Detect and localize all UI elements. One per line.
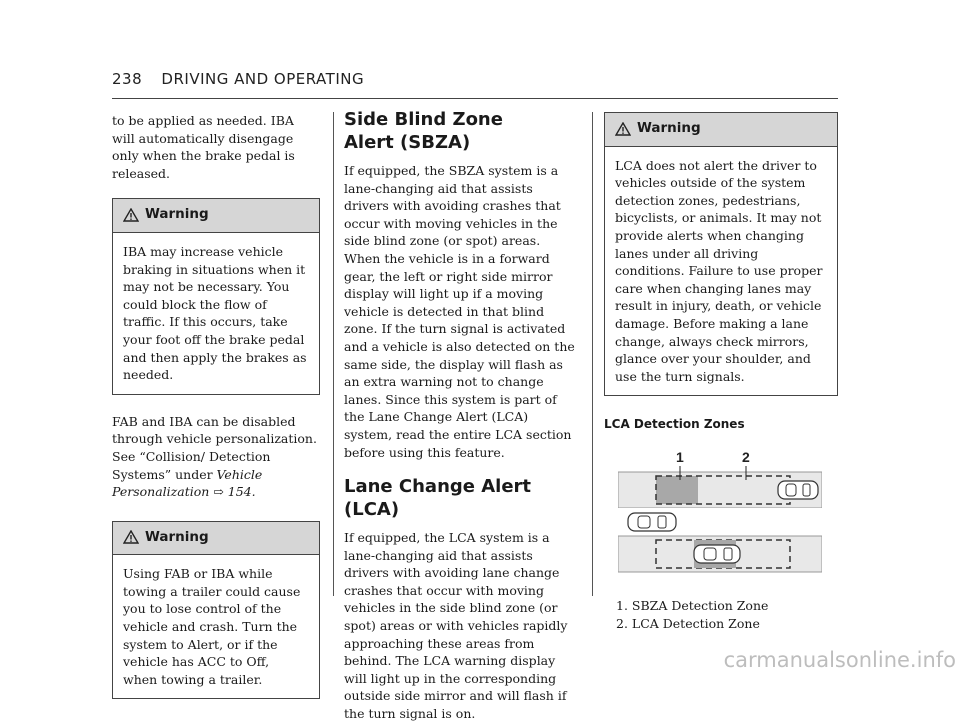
header-rule — [112, 98, 838, 99]
lane-diagram — [618, 448, 822, 588]
warning-title: Warning — [145, 206, 209, 223]
warning-box-iba — [112, 198, 320, 394]
car-icon — [694, 545, 740, 563]
column-divider — [592, 112, 593, 596]
sbza-body: If equipped, the SBZA system is a lane-changing aid that assists drivers with avoiding crashes that occur with moving vehicles in the side blind zone (or spot) areas. When the vehicle is in a forward gear, the left or right side mirror display will light up if a moving vehicle is detected in that blind zone. If the turn signal is activated and a vehicle is also detected on the same side, the display will flash as an extra warning not to change lanes. Since this system is part of the Lane Change Alert (LCA) system, read the entire LCA section before using this feature. — [344, 163, 575, 460]
lca-heading: Lane Change Alert (LCA) — [344, 476, 532, 521]
column-1 — [112, 112, 320, 699]
zone-label-1: 1 — [676, 448, 684, 465]
figure-captions — [616, 597, 838, 633]
warning-body: IBA may increase vehicle braking in situations when it may not be necessary. You could block the flow of traffic. If this occurs, take your foot off the brake pedal and then apply the brakes as needed. — [123, 243, 307, 383]
car-icon — [778, 481, 818, 499]
warning-box-lca — [604, 112, 838, 396]
figure-heading: LCA Detection Zones — [604, 417, 745, 432]
cross-reference-link[interactable]: Vehicle Personalization — [112, 466, 263, 500]
page-ref-icon: ⇨ — [213, 484, 224, 500]
car-icon — [628, 513, 676, 531]
lca-detection-zones-figure — [618, 448, 838, 593]
zone-label-2: 2 — [742, 448, 750, 465]
intro-paragraph: to be applied as needed. IBA will automatically disengage only when the brake pedal is released. — [112, 113, 295, 181]
column-divider — [333, 112, 334, 596]
warning-box-towing — [112, 521, 320, 700]
column-2 — [344, 109, 578, 723]
disable-text: FAB and IBA can be disabled through vehicle personalization. See “Collision/ Detection Systems” under — [112, 413, 317, 482]
warning-title: Warning — [145, 528, 209, 545]
section-title: DRIVING AND OPERATING — [161, 70, 365, 88]
caption-sbza: 1. SBZA Detection Zone — [616, 597, 769, 613]
warning-body: LCA does not alert the driver to vehicles outside of the system detection zones, pedestrians, bicyclists, or animals. It may not provide alerts when changing lanes under all driving conditions. Failure to use proper care when changing lanes may result in injury, death, or vehicle damage. Before making a lane change, always check mirrors, glance over your shoulder, and use the turn signals. — [615, 157, 823, 384]
sbza-heading — [344, 108, 578, 154]
warning-triangle-icon — [123, 208, 139, 222]
page-reference[interactable]: 154. — [227, 484, 256, 500]
warning-triangle-icon — [615, 122, 631, 136]
warning-header — [605, 113, 837, 147]
warning-body: Using FAB or IBA while towing a trailer could cause you to lose control of the vehicle and crash. Turn the system to Alert, or if the vehicle has ACC to Off, when towing a trailer. — [123, 566, 301, 687]
sbza-heading-line2: Alert (SBZA) — [344, 132, 471, 153]
caption-lca: 2. LCA Detection Zone — [616, 615, 760, 631]
warning-triangle-icon — [123, 530, 139, 544]
warning-header — [113, 199, 319, 233]
page-number: 238 — [112, 70, 143, 88]
page-header — [112, 70, 838, 88]
sbza-heading-line1: Side Blind Zone — [344, 109, 503, 130]
column-3 — [604, 112, 838, 633]
warning-title: Warning — [637, 120, 701, 136]
sbza-zone — [656, 476, 698, 504]
warning-header — [113, 522, 319, 556]
watermark: carmanualsonline.info — [723, 648, 956, 672]
disable-paragraph — [112, 413, 320, 501]
lca-body: If equipped, the LCA system is a lane-changing aid that assists drivers with avoiding lane change crashes that occur with moving vehicles in the side blind zone (or spot) areas or with vehicles rapidly approaching these areas from behind. The LCA warning display will light up in the corresponding outside side mirror and will flash if the turn signal is on. — [344, 530, 568, 722]
